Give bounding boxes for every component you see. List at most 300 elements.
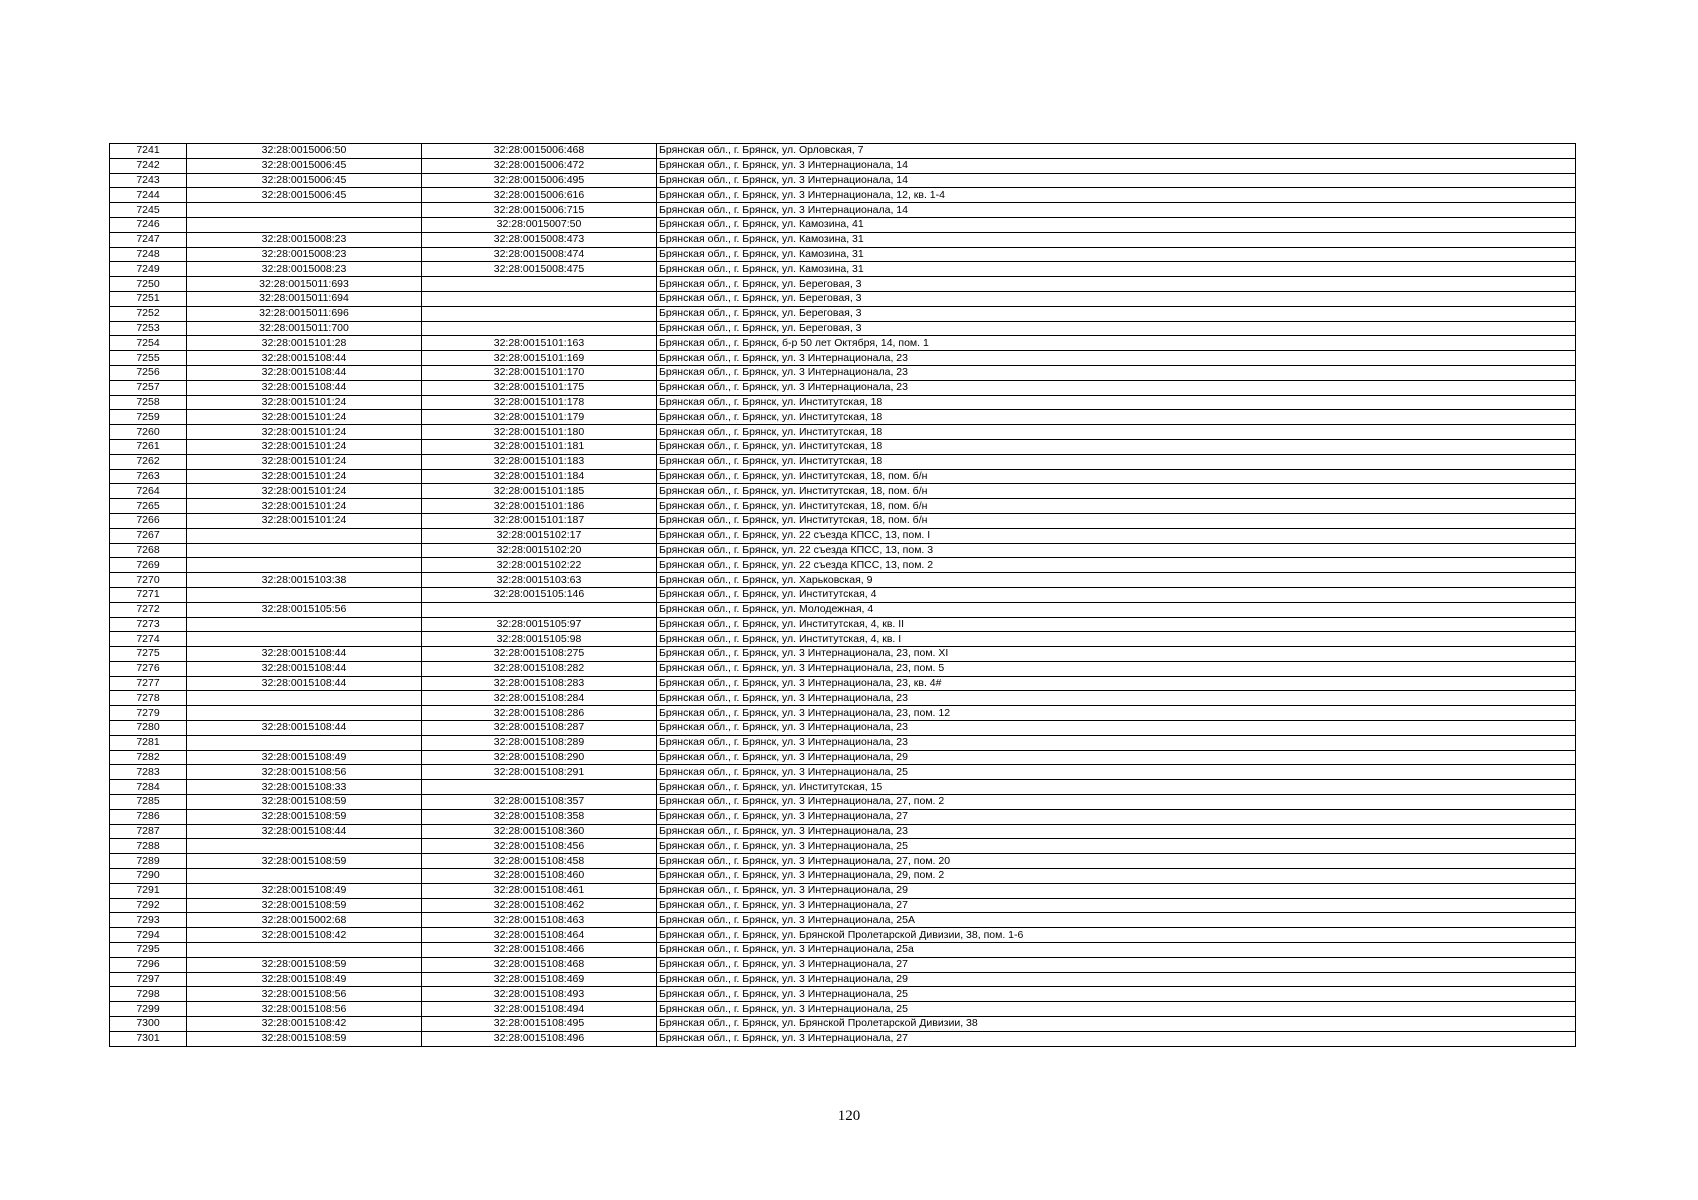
table-row: [110, 587, 1576, 602]
table-row: [110, 188, 1576, 203]
land-cadastral-number-cell: [187, 528, 422, 543]
address-cell: Брянская обл., г. Брянск, ул. 3 Интернационала, 23: [657, 351, 1576, 366]
address-cell: Брянская обл., г. Брянск, ул. 3 Интернационала, 27: [657, 957, 1576, 972]
table-row: [110, 543, 1576, 558]
object-cadastral-number-cell: 32:28:0015008:473: [422, 232, 657, 247]
table-row: [110, 203, 1576, 218]
row-number-cell: 7283: [110, 765, 187, 780]
table-body: [110, 144, 1576, 1047]
address-cell: Брянская обл., г. Брянск, ул. Молодежная, 4: [657, 602, 1576, 617]
land-cadastral-number-cell: 32:28:0015108:44: [187, 676, 422, 691]
land-cadastral-number-cell: 32:28:0015108:42: [187, 1017, 422, 1032]
row-number-cell: 7241: [110, 144, 187, 159]
address-cell: Брянская обл., г. Брянск, ул. 3 Интернационала, 27: [657, 809, 1576, 824]
row-number-cell: 7271: [110, 587, 187, 602]
land-cadastral-number-cell: 32:28:0015101:28: [187, 336, 422, 351]
address-cell: Брянская обл., г. Брянск, ул. Институтская, 18, пом. б/н: [657, 484, 1576, 499]
address-cell: Брянская обл., г. Брянск, ул. Береговая, 3: [657, 306, 1576, 321]
address-cell: Брянская обл., г. Брянск, ул. Камозина, 41: [657, 217, 1576, 232]
object-cadastral-number-cell: 32:28:0015108:283: [422, 676, 657, 691]
object-cadastral-number-cell: [422, 780, 657, 795]
land-cadastral-number-cell: [187, 203, 422, 218]
address-cell: Брянская обл., г. Брянск, ул. Институтская, 4, кв. II: [657, 617, 1576, 632]
land-cadastral-number-cell: 32:28:0015108:44: [187, 351, 422, 366]
row-number-cell: 7245: [110, 203, 187, 218]
object-cadastral-number-cell: 32:28:0015108:275: [422, 647, 657, 662]
object-cadastral-number-cell: 32:28:0015105:98: [422, 632, 657, 647]
table-row: [110, 144, 1576, 159]
object-cadastral-number-cell: 32:28:0015108:357: [422, 795, 657, 810]
row-number-cell: 7254: [110, 336, 187, 351]
object-cadastral-number-cell: 32:28:0015108:496: [422, 1031, 657, 1046]
land-cadastral-number-cell: 32:28:0015108:59: [187, 1031, 422, 1046]
table-row: [110, 706, 1576, 721]
row-number-cell: 7294: [110, 928, 187, 943]
row-number-cell: 7248: [110, 247, 187, 262]
land-cadastral-number-cell: 32:28:0015108:33: [187, 780, 422, 795]
land-cadastral-number-cell: 32:28:0015108:44: [187, 721, 422, 736]
row-number-cell: 7246: [110, 217, 187, 232]
object-cadastral-number-cell: 32:28:0015108:493: [422, 987, 657, 1002]
object-cadastral-number-cell: 32:28:0015101:169: [422, 351, 657, 366]
land-cadastral-number-cell: [187, 706, 422, 721]
land-cadastral-number-cell: [187, 558, 422, 573]
row-number-cell: 7296: [110, 957, 187, 972]
land-cadastral-number-cell: 32:28:0015108:49: [187, 883, 422, 898]
object-cadastral-number-cell: 32:28:0015006:472: [422, 158, 657, 173]
address-cell: Брянская обл., г. Брянск, ул. 3 Интернационала, 23, пом. 5: [657, 661, 1576, 676]
address-cell: Брянская обл., г. Брянск, ул. 3 Интернационала, 23: [657, 380, 1576, 395]
row-number-cell: 7249: [110, 262, 187, 277]
table-row: [110, 291, 1576, 306]
land-cadastral-number-cell: 32:28:0015103:38: [187, 573, 422, 588]
table-row: [110, 365, 1576, 380]
table-row: [110, 869, 1576, 884]
address-cell: Брянская обл., г. Брянск, ул. 3 Интернационала, 23, кв. 4#: [657, 676, 1576, 691]
object-cadastral-number-cell: [422, 602, 657, 617]
row-number-cell: 7258: [110, 395, 187, 410]
row-number-cell: 7243: [110, 173, 187, 188]
row-number-cell: 7301: [110, 1031, 187, 1046]
table-row: [110, 247, 1576, 262]
address-cell: Брянская обл., г. Брянск, ул. Институтская, 18, пом. б/н: [657, 513, 1576, 528]
object-cadastral-number-cell: 32:28:0015108:290: [422, 750, 657, 765]
object-cadastral-number-cell: 32:28:0015101:187: [422, 513, 657, 528]
address-cell: Брянская обл., г. Брянск, ул. 3 Интернационала, 12, кв. 1-4: [657, 188, 1576, 203]
address-cell: Брянская обл., г. Брянск, ул. 3 Интернационала, 14: [657, 173, 1576, 188]
table-row: [110, 661, 1576, 676]
table-row: [110, 647, 1576, 662]
row-number-cell: 7288: [110, 839, 187, 854]
land-cadastral-number-cell: 32:28:0015008:23: [187, 262, 422, 277]
table-row: [110, 262, 1576, 277]
land-cadastral-number-cell: 32:28:0015006:45: [187, 173, 422, 188]
table-row: [110, 528, 1576, 543]
row-number-cell: 7251: [110, 291, 187, 306]
table-row: [110, 602, 1576, 617]
address-cell: Брянская обл., г. Брянск, ул. 3 Интернационала, 27: [657, 1031, 1576, 1046]
table-row: [110, 336, 1576, 351]
row-number-cell: 7282: [110, 750, 187, 765]
object-cadastral-number-cell: 32:28:0015108:460: [422, 869, 657, 884]
table-row: [110, 795, 1576, 810]
land-cadastral-number-cell: [187, 735, 422, 750]
object-cadastral-number-cell: 32:28:0015101:180: [422, 425, 657, 440]
land-cadastral-number-cell: [187, 217, 422, 232]
address-cell: Брянская обл., г. Брянск, ул. 3 Интернационала, 27, пом. 20: [657, 854, 1576, 869]
object-cadastral-number-cell: 32:28:0015006:715: [422, 203, 657, 218]
table-row: [110, 232, 1576, 247]
land-cadastral-number-cell: 32:28:0015008:23: [187, 247, 422, 262]
address-cell: Брянская обл., г. Брянск, ул. Береговая, 3: [657, 277, 1576, 292]
table-row: [110, 854, 1576, 869]
land-cadastral-number-cell: 32:28:0015108:56: [187, 1002, 422, 1017]
table-row: [110, 780, 1576, 795]
table-row: [110, 1031, 1576, 1046]
land-cadastral-number-cell: 32:28:0015101:24: [187, 395, 422, 410]
row-number-cell: 7250: [110, 277, 187, 292]
row-number-cell: 7268: [110, 543, 187, 558]
row-number-cell: 7279: [110, 706, 187, 721]
object-cadastral-number-cell: 32:28:0015101:178: [422, 395, 657, 410]
table-row: [110, 735, 1576, 750]
address-cell: Брянская обл., г. Брянск, б-р 50 лет Октября, 14, пом. 1: [657, 336, 1576, 351]
object-cadastral-number-cell: [422, 306, 657, 321]
object-cadastral-number-cell: 32:28:0015108:461: [422, 883, 657, 898]
row-number-cell: 7264: [110, 484, 187, 499]
row-number-cell: 7293: [110, 913, 187, 928]
table-row: [110, 839, 1576, 854]
table-row: [110, 987, 1576, 1002]
row-number-cell: 7274: [110, 632, 187, 647]
land-cadastral-number-cell: [187, 587, 422, 602]
address-cell: Брянская обл., г. Брянск, ул. Институтская, 4: [657, 587, 1576, 602]
land-cadastral-number-cell: 32:28:0015108:44: [187, 380, 422, 395]
address-cell: Брянская обл., г. Брянск, ул. 3 Интернационала, 25: [657, 987, 1576, 1002]
address-cell: Брянская обл., г. Брянск, ул. 3 Интернационала, 27: [657, 898, 1576, 913]
address-cell: Брянская обл., г. Брянск, ул. Институтская, 18: [657, 425, 1576, 440]
table-row: [110, 928, 1576, 943]
object-cadastral-number-cell: 32:28:0015101:179: [422, 410, 657, 425]
address-cell: Брянская обл., г. Брянск, ул. 3 Интернационала, 29: [657, 972, 1576, 987]
object-cadastral-number-cell: 32:28:0015108:469: [422, 972, 657, 987]
land-cadastral-number-cell: [187, 943, 422, 958]
object-cadastral-number-cell: 32:28:0015101:186: [422, 499, 657, 514]
land-cadastral-number-cell: [187, 632, 422, 647]
row-number-cell: 7292: [110, 898, 187, 913]
object-cadastral-number-cell: 32:28:0015006:616: [422, 188, 657, 203]
land-cadastral-number-cell: 32:28:0015006:45: [187, 158, 422, 173]
land-cadastral-number-cell: 32:28:0015011:694: [187, 291, 422, 306]
address-cell: Брянская обл., г. Брянск, ул. 3 Интернационала, 27, пом. 2: [657, 795, 1576, 810]
table-row: [110, 573, 1576, 588]
address-cell: Брянская обл., г. Брянск, ул. 3 Интернационала, 14: [657, 158, 1576, 173]
land-cadastral-number-cell: 32:28:0015108:59: [187, 957, 422, 972]
address-cell: Брянская обл., г. Брянск, ул. 3 Интернационала, 25А: [657, 913, 1576, 928]
address-cell: Брянская обл., г. Брянск, ул. Камозина, 31: [657, 262, 1576, 277]
address-cell: Брянская обл., г. Брянск, ул. 22 съезда КПСС, 13, пом. I: [657, 528, 1576, 543]
land-cadastral-number-cell: 32:28:0015011:700: [187, 321, 422, 336]
object-cadastral-number-cell: 32:28:0015101:163: [422, 336, 657, 351]
land-cadastral-number-cell: 32:28:0015002:68: [187, 913, 422, 928]
address-cell: Брянская обл., г. Брянск, ул. Камозина, 31: [657, 247, 1576, 262]
address-cell: Брянская обл., г. Брянск, ул. Институтская, 18, пом. б/н: [657, 469, 1576, 484]
address-cell: Брянская обл., г. Брянск, ул. 3 Интернационала, 29: [657, 883, 1576, 898]
land-cadastral-number-cell: 32:28:0015105:56: [187, 602, 422, 617]
address-cell: Брянская обл., г. Брянск, ул. 22 съезда КПСС, 13, пом. 3: [657, 543, 1576, 558]
land-cadastral-number-cell: 32:28:0015108:59: [187, 795, 422, 810]
table-row: [110, 898, 1576, 913]
address-cell: Брянская обл., г. Брянск, ул. Институтская, 18: [657, 395, 1576, 410]
object-cadastral-number-cell: 32:28:0015108:287: [422, 721, 657, 736]
object-cadastral-number-cell: 32:28:0015108:466: [422, 943, 657, 958]
row-number-cell: 7276: [110, 661, 187, 676]
table-row: [110, 765, 1576, 780]
table-row: [110, 425, 1576, 440]
address-cell: Брянская обл., г. Брянск, ул. 3 Интернационала, 25а: [657, 943, 1576, 958]
object-cadastral-number-cell: 32:28:0015101:181: [422, 439, 657, 454]
row-number-cell: 7267: [110, 528, 187, 543]
row-number-cell: 7284: [110, 780, 187, 795]
row-number-cell: 7242: [110, 158, 187, 173]
object-cadastral-number-cell: 32:28:0015108:360: [422, 824, 657, 839]
table-row: [110, 306, 1576, 321]
object-cadastral-number-cell: 32:28:0015101:184: [422, 469, 657, 484]
table-row: [110, 469, 1576, 484]
land-cadastral-number-cell: 32:28:0015101:24: [187, 484, 422, 499]
object-cadastral-number-cell: 32:28:0015108:468: [422, 957, 657, 972]
object-cadastral-number-cell: 32:28:0015101:175: [422, 380, 657, 395]
address-cell: Брянская обл., г. Брянск, ул. 3 Интернационала, 14: [657, 203, 1576, 218]
row-number-cell: 7277: [110, 676, 187, 691]
address-cell: Брянская обл., г. Брянск, ул. 22 съезда КПСС, 13, пом. 2: [657, 558, 1576, 573]
row-number-cell: 7299: [110, 1002, 187, 1017]
address-cell: Брянская обл., г. Брянск, ул. 3 Интернационала, 23: [657, 824, 1576, 839]
object-cadastral-number-cell: 32:28:0015108:456: [422, 839, 657, 854]
address-cell: Брянская обл., г. Брянск, ул. Институтская, 18, пом. б/н: [657, 499, 1576, 514]
cadastral-table: [109, 143, 1576, 1047]
table-row: [110, 499, 1576, 514]
land-cadastral-number-cell: 32:28:0015101:24: [187, 439, 422, 454]
row-number-cell: 7252: [110, 306, 187, 321]
row-number-cell: 7295: [110, 943, 187, 958]
object-cadastral-number-cell: 32:28:0015108:289: [422, 735, 657, 750]
row-number-cell: 7244: [110, 188, 187, 203]
address-cell: Брянская обл., г. Брянск, ул. 3 Интернационала, 25: [657, 765, 1576, 780]
table-row: [110, 558, 1576, 573]
land-cadastral-number-cell: [187, 839, 422, 854]
table-row: [110, 395, 1576, 410]
table-row: [110, 454, 1576, 469]
address-cell: Брянская обл., г. Брянск, ул. 3 Интернационала, 23: [657, 721, 1576, 736]
object-cadastral-number-cell: 32:28:0015006:468: [422, 144, 657, 159]
land-cadastral-number-cell: 32:28:0015101:24: [187, 425, 422, 440]
object-cadastral-number-cell: 32:28:0015108:464: [422, 928, 657, 943]
object-cadastral-number-cell: 32:28:0015108:284: [422, 691, 657, 706]
address-cell: Брянская обл., г. Брянск, ул. Институтская, 15: [657, 780, 1576, 795]
row-number-cell: 7300: [110, 1017, 187, 1032]
row-number-cell: 7285: [110, 795, 187, 810]
row-number-cell: 7255: [110, 351, 187, 366]
land-cadastral-number-cell: [187, 691, 422, 706]
land-cadastral-number-cell: 32:28:0015108:49: [187, 972, 422, 987]
land-cadastral-number-cell: 32:28:0015108:44: [187, 647, 422, 662]
object-cadastral-number-cell: 32:28:0015108:495: [422, 1017, 657, 1032]
object-cadastral-number-cell: 32:28:0015008:474: [422, 247, 657, 262]
land-cadastral-number-cell: 32:28:0015108:44: [187, 661, 422, 676]
land-cadastral-number-cell: 32:28:0015006:50: [187, 144, 422, 159]
row-number-cell: 7257: [110, 380, 187, 395]
row-number-cell: 7261: [110, 439, 187, 454]
row-number-cell: 7278: [110, 691, 187, 706]
row-number-cell: 7275: [110, 647, 187, 662]
address-cell: Брянская обл., г. Брянск, ул. Институтская, 18: [657, 439, 1576, 454]
row-number-cell: 7260: [110, 425, 187, 440]
object-cadastral-number-cell: 32:28:0015101:185: [422, 484, 657, 499]
table-row: [110, 380, 1576, 395]
object-cadastral-number-cell: 32:28:0015108:462: [422, 898, 657, 913]
table-row: [110, 277, 1576, 292]
object-cadastral-number-cell: [422, 291, 657, 306]
table-row: [110, 158, 1576, 173]
address-cell: Брянская обл., г. Брянск, ул. 3 Интернационала, 23, пом. 12: [657, 706, 1576, 721]
land-cadastral-number-cell: 32:28:0015108:49: [187, 750, 422, 765]
object-cadastral-number-cell: 32:28:0015103:63: [422, 573, 657, 588]
land-cadastral-number-cell: 32:28:0015108:59: [187, 898, 422, 913]
land-cadastral-number-cell: 32:28:0015011:696: [187, 306, 422, 321]
address-cell: Брянская обл., г. Брянск, ул. 3 Интернационала, 23: [657, 735, 1576, 750]
table-row: [110, 484, 1576, 499]
object-cadastral-number-cell: 32:28:0015008:475: [422, 262, 657, 277]
address-cell: Брянская обл., г. Брянск, ул. Институтская, 18: [657, 454, 1576, 469]
land-cadastral-number-cell: 32:28:0015108:59: [187, 854, 422, 869]
table-row: [110, 1002, 1576, 1017]
table-row: [110, 410, 1576, 425]
land-cadastral-number-cell: 32:28:0015101:24: [187, 469, 422, 484]
row-number-cell: 7256: [110, 365, 187, 380]
row-number-cell: 7291: [110, 883, 187, 898]
row-number-cell: 7263: [110, 469, 187, 484]
row-number-cell: 7287: [110, 824, 187, 839]
row-number-cell: 7280: [110, 721, 187, 736]
row-number-cell: 7289: [110, 854, 187, 869]
object-cadastral-number-cell: 32:28:0015108:282: [422, 661, 657, 676]
object-cadastral-number-cell: 32:28:0015108:286: [422, 706, 657, 721]
table-row: [110, 883, 1576, 898]
land-cadastral-number-cell: [187, 617, 422, 632]
table-row: [110, 217, 1576, 232]
address-cell: Брянская обл., г. Брянск, ул. Брянской Пролетарской Дивизии, 38, пом. 1-6: [657, 928, 1576, 943]
address-cell: Брянская обл., г. Брянск, ул. 3 Интернационала, 23: [657, 691, 1576, 706]
row-number-cell: 7281: [110, 735, 187, 750]
row-number-cell: 7270: [110, 573, 187, 588]
object-cadastral-number-cell: 32:28:0015102:20: [422, 543, 657, 558]
address-cell: Брянская обл., г. Брянск, ул. Харьковская, 9: [657, 573, 1576, 588]
object-cadastral-number-cell: 32:28:0015108:358: [422, 809, 657, 824]
row-number-cell: 7266: [110, 513, 187, 528]
address-cell: Брянская обл., г. Брянск, ул. 3 Интернационала, 29, пом. 2: [657, 869, 1576, 884]
address-cell: Брянская обл., г. Брянск, ул. 3 Интернационала, 25: [657, 839, 1576, 854]
address-cell: Брянская обл., г. Брянск, ул. Институтская, 4, кв. I: [657, 632, 1576, 647]
address-cell: Брянская обл., г. Брянск, ул. Береговая, 3: [657, 291, 1576, 306]
row-number-cell: 7273: [110, 617, 187, 632]
address-cell: Брянская обл., г. Брянск, ул. Камозина, 31: [657, 232, 1576, 247]
row-number-cell: 7298: [110, 987, 187, 1002]
land-cadastral-number-cell: 32:28:0015108:42: [187, 928, 422, 943]
row-number-cell: 7269: [110, 558, 187, 573]
land-cadastral-number-cell: 32:28:0015101:24: [187, 513, 422, 528]
land-cadastral-number-cell: 32:28:0015108:59: [187, 809, 422, 824]
table-row: [110, 617, 1576, 632]
land-cadastral-number-cell: 32:28:0015108:44: [187, 824, 422, 839]
address-cell: Брянская обл., г. Брянск, ул. Институтская, 18: [657, 410, 1576, 425]
land-cadastral-number-cell: 32:28:0015011:693: [187, 277, 422, 292]
object-cadastral-number-cell: 32:28:0015101:183: [422, 454, 657, 469]
land-cadastral-number-cell: 32:28:0015108:44: [187, 365, 422, 380]
row-number-cell: 7247: [110, 232, 187, 247]
object-cadastral-number-cell: 32:28:0015006:495: [422, 173, 657, 188]
address-cell: Брянская обл., г. Брянск, ул. 3 Интернационала, 23, пом. XI: [657, 647, 1576, 662]
object-cadastral-number-cell: [422, 321, 657, 336]
table-row: [110, 691, 1576, 706]
row-number-cell: 7272: [110, 602, 187, 617]
object-cadastral-number-cell: 32:28:0015108:494: [422, 1002, 657, 1017]
land-cadastral-number-cell: [187, 543, 422, 558]
row-number-cell: 7286: [110, 809, 187, 824]
row-number-cell: 7253: [110, 321, 187, 336]
land-cadastral-number-cell: 32:28:0015101:24: [187, 499, 422, 514]
table-row: [110, 173, 1576, 188]
address-cell: Брянская обл., г. Брянск, ул. Береговая, 3: [657, 321, 1576, 336]
land-cadastral-number-cell: 32:28:0015108:56: [187, 765, 422, 780]
table-row: [110, 1017, 1576, 1032]
table-row: [110, 824, 1576, 839]
object-cadastral-number-cell: 32:28:0015108:291: [422, 765, 657, 780]
land-cadastral-number-cell: [187, 869, 422, 884]
land-cadastral-number-cell: 32:28:0015101:24: [187, 410, 422, 425]
table-row: [110, 351, 1576, 366]
address-cell: Брянская обл., г. Брянск, ул. 3 Интернационала, 23: [657, 365, 1576, 380]
address-cell: Брянская обл., г. Брянск, ул. 3 Интернационала, 29: [657, 750, 1576, 765]
object-cadastral-number-cell: 32:28:0015007:50: [422, 217, 657, 232]
object-cadastral-number-cell: 32:28:0015105:146: [422, 587, 657, 602]
table-row: [110, 439, 1576, 454]
land-cadastral-number-cell: 32:28:0015006:45: [187, 188, 422, 203]
land-cadastral-number-cell: 32:28:0015101:24: [187, 454, 422, 469]
table-row: [110, 957, 1576, 972]
object-cadastral-number-cell: [422, 277, 657, 292]
row-number-cell: 7265: [110, 499, 187, 514]
page-number: 120: [837, 1108, 861, 1124]
object-cadastral-number-cell: 32:28:0015105:97: [422, 617, 657, 632]
table-row: [110, 513, 1576, 528]
object-cadastral-number-cell: 32:28:0015101:170: [422, 365, 657, 380]
row-number-cell: 7259: [110, 410, 187, 425]
address-cell: Брянская обл., г. Брянск, ул. 3 Интернационала, 25: [657, 1002, 1576, 1017]
table-row: [110, 750, 1576, 765]
table-row: [110, 721, 1576, 736]
address-cell: Брянская обл., г. Брянск, ул. Брянской Пролетарской Дивизии, 38: [657, 1017, 1576, 1032]
object-cadastral-number-cell: 32:28:0015108:458: [422, 854, 657, 869]
row-number-cell: 7290: [110, 869, 187, 884]
land-cadastral-number-cell: 32:28:0015008:23: [187, 232, 422, 247]
table-row: [110, 809, 1576, 824]
table-row: [110, 676, 1576, 691]
table-row: [110, 972, 1576, 987]
row-number-cell: 7262: [110, 454, 187, 469]
object-cadastral-number-cell: 32:28:0015108:463: [422, 913, 657, 928]
row-number-cell: 7297: [110, 972, 187, 987]
